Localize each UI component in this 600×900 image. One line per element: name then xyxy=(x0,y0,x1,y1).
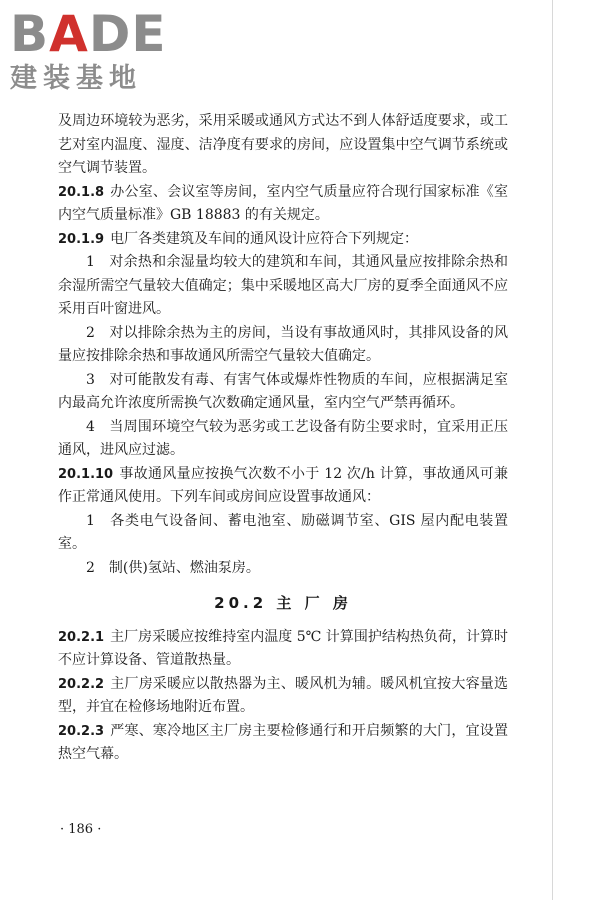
clause-text: 严寒、寒冷地区主厂房主要检修通行和开启频繁的大门，宜设置热空气幕。 xyxy=(58,722,508,762)
list-item: 1 各类电气设备间、蓄电池室、励磁调节室、GIS 屋内配电装置室。 xyxy=(58,512,508,552)
clause-text: 事故通风量应按换气次数不小于 12 次/h 计算，事故通风可兼作正常通风使用。下列车间或房间应设置事故通风： xyxy=(58,465,508,505)
clause-number: 20.1.10 xyxy=(58,466,114,482)
clause-20-1-9 xyxy=(58,228,508,252)
logo-letters-de: DE xyxy=(88,5,167,63)
clause-text: 主厂房采暖应以散热器为主、暖风机为辅。暖风机宜按大容量选型，并宜在检修场地附近布置。 xyxy=(58,675,508,715)
clause-20-2-3 xyxy=(58,720,508,767)
list-item: 2 制(供)氢站、燃油泵房。 xyxy=(86,559,260,576)
logo-letter-b: B xyxy=(10,5,50,63)
list-item: 3 对可能散发有毒、有害气体或爆炸性物质的车间，应根据满足室内最高允许浓度所需换气次数确定通风量，室内空气严禁再循环。 xyxy=(58,371,508,411)
logo-letter-a: A xyxy=(49,5,89,63)
list-item: 1 对余热和余湿量均较大的建筑和车间，其通风量应按排除余热和余湿所需空气量较大值确定；集中采暖地区高大厂房的夏季全面通风不应采用百叶窗进风。 xyxy=(58,254,508,317)
clause-20-1-8 xyxy=(58,181,508,228)
scan-edge-line xyxy=(552,0,553,900)
clause-text: 办公室、会议室等房间，室内空气质量应符合现行国家标准《室内空气质量标准》GB 18883 的有关规定。 xyxy=(58,183,508,223)
logo-subtitle: 建装基地 xyxy=(10,63,142,94)
section-heading: 20.2 主 厂 房 xyxy=(214,594,352,612)
document-body xyxy=(58,110,508,767)
clause-20-1-10 xyxy=(58,463,508,510)
clause-20-2-2 xyxy=(58,673,508,720)
clause-text: 电厂各类建筑及车间的通风设计应符合下列规定： xyxy=(110,230,419,247)
clause-number: 20.2.3 xyxy=(58,723,105,739)
clause-number: 20.1.8 xyxy=(58,184,105,200)
clause-text: 主厂房采暖应按维持室内温度 5℃ 计算围护结构热负荷，计算时不应计算设备、管道散热量。 xyxy=(58,628,508,668)
clause-number: 20.2.1 xyxy=(58,629,105,645)
clause-number: 20.1.9 xyxy=(58,231,105,247)
paragraph-continuation: 及周边环境较为恶劣，采用采暖或通风方式达不到人体舒适度要求，或工艺对室内温度、湿度、洁净度有要求的房间，应设置集中空气调节系统或空气调节装置。 xyxy=(58,113,508,176)
list-item: 2 对以排除余热为主的房间，当设有事故通风时，其排风设备的风量应按排除余热和事故通风所需空气量较大值确定。 xyxy=(58,324,508,364)
list-item: 4 当周围环境空气较为恶劣或工艺设备有防尘要求时，宜采用正压通风，进风应过滤。 xyxy=(58,418,508,458)
page-number: · 186 · xyxy=(60,822,102,837)
bade-logo xyxy=(10,5,180,98)
logo-wordmark xyxy=(10,5,167,63)
clause-number: 20.2.2 xyxy=(58,676,105,692)
clause-20-2-1 xyxy=(58,626,508,673)
